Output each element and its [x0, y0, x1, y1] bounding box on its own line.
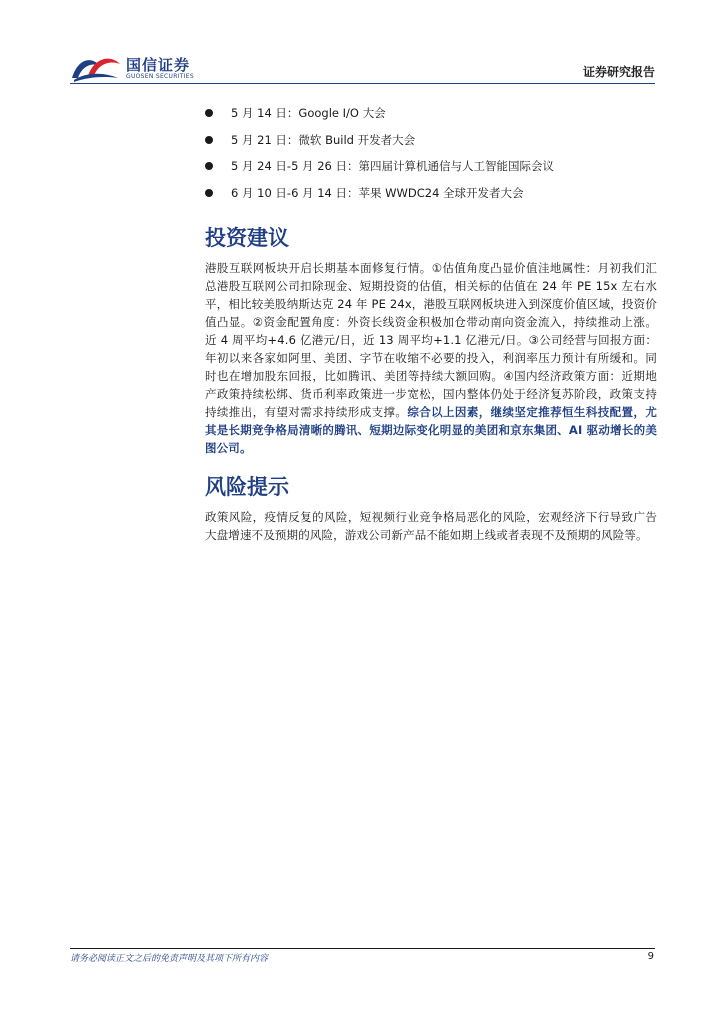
- list-item: [205, 153, 657, 180]
- guosen-logo-icon: [70, 52, 122, 84]
- page-header: [0, 0, 724, 86]
- event-text: 6 月 10 日-6 月 14 日：苹果 WWDC24 全球开发者大会: [231, 185, 524, 200]
- list-item: [205, 180, 657, 207]
- event-text: 5 月 14 日：Google I/O 大会: [231, 106, 386, 120]
- footer-divider: [70, 948, 655, 949]
- risk-paragraph: 政策风险，疫情反复的风险，短视频行业竞争格局恶化的风险，宏观经济下行导致广告大盘增速不及预期的风险，游戏公司新产品不能如期上线或者表现不及预期的风险等。: [205, 510, 657, 542]
- bullet-icon: [205, 109, 213, 117]
- page-number: 9: [647, 951, 654, 962]
- investment-body: 港股互联网板块开启长期基本面修复行情。①估值角度凸显价值洼地属性：月初我们汇总港股互联网公司扣除现金、短期投资的估值，相关标的估值在 24 年 PE 15x 左右水平，相比较美股纳斯达克 24 年 PE 24x，港股互联网板块进入到深度价值区域，投资价值凸显。②资金配置角度：外资长线资金积极加仓带动南向资金流入，持续推动上涨。近 4 周平均+4.6 亿港元/日，近 13 周平均+1.1 亿港元/日。③公司经营与回报方面：年初以来各家如阿里、美团、字节在收缩不必要的投入，利润率压力预计有所缓和。同时也在增加股东回报，比如腾讯、美团等持续大额回购。④国内经济政策方面：近期地产政策持续松绑、货币利率政策进一步宽松，国内整体仍处于经济复苏阶段，政策支持持续推出，有望对需求持续形成支撑。: [205, 261, 657, 419]
- list-item: [205, 100, 657, 127]
- bullet-icon: [205, 189, 213, 197]
- event-list: [205, 100, 657, 206]
- company-logo: [70, 52, 200, 84]
- main-content: [205, 100, 657, 544]
- bullet-icon: [205, 162, 213, 170]
- section-title-risk: 风险提示: [205, 475, 289, 499]
- bullet-icon: [205, 136, 213, 144]
- list-item: [205, 127, 657, 154]
- investment-conclusion: 综合以上因素，继续坚定推荐恒生科技配置，尤其是长期竞争格局清晰的腾讯、短期边际变化明显的美团和京东集团、AI 驱动增长的美图公司。: [205, 405, 657, 455]
- section-title-investment: 投资建议: [205, 226, 289, 250]
- event-text: 5 月 21 日：微软 Build 开发者大会: [231, 132, 416, 147]
- header-divider: [70, 83, 655, 84]
- report-type-label: 证券研究报告: [582, 65, 655, 79]
- footer-disclaimer: 请务必阅读正文之后的免责声明及其项下所有内容: [70, 954, 269, 964]
- event-text: 5 月 24 日-5 月 26 日：第四届计算机通信与人工智能国际会议: [231, 159, 554, 173]
- investment-paragraph: [205, 259, 657, 457]
- logo-english-name: GUOSEN SECURITIES: [126, 73, 195, 80]
- logo-chinese-name: 国信证券: [126, 56, 191, 74]
